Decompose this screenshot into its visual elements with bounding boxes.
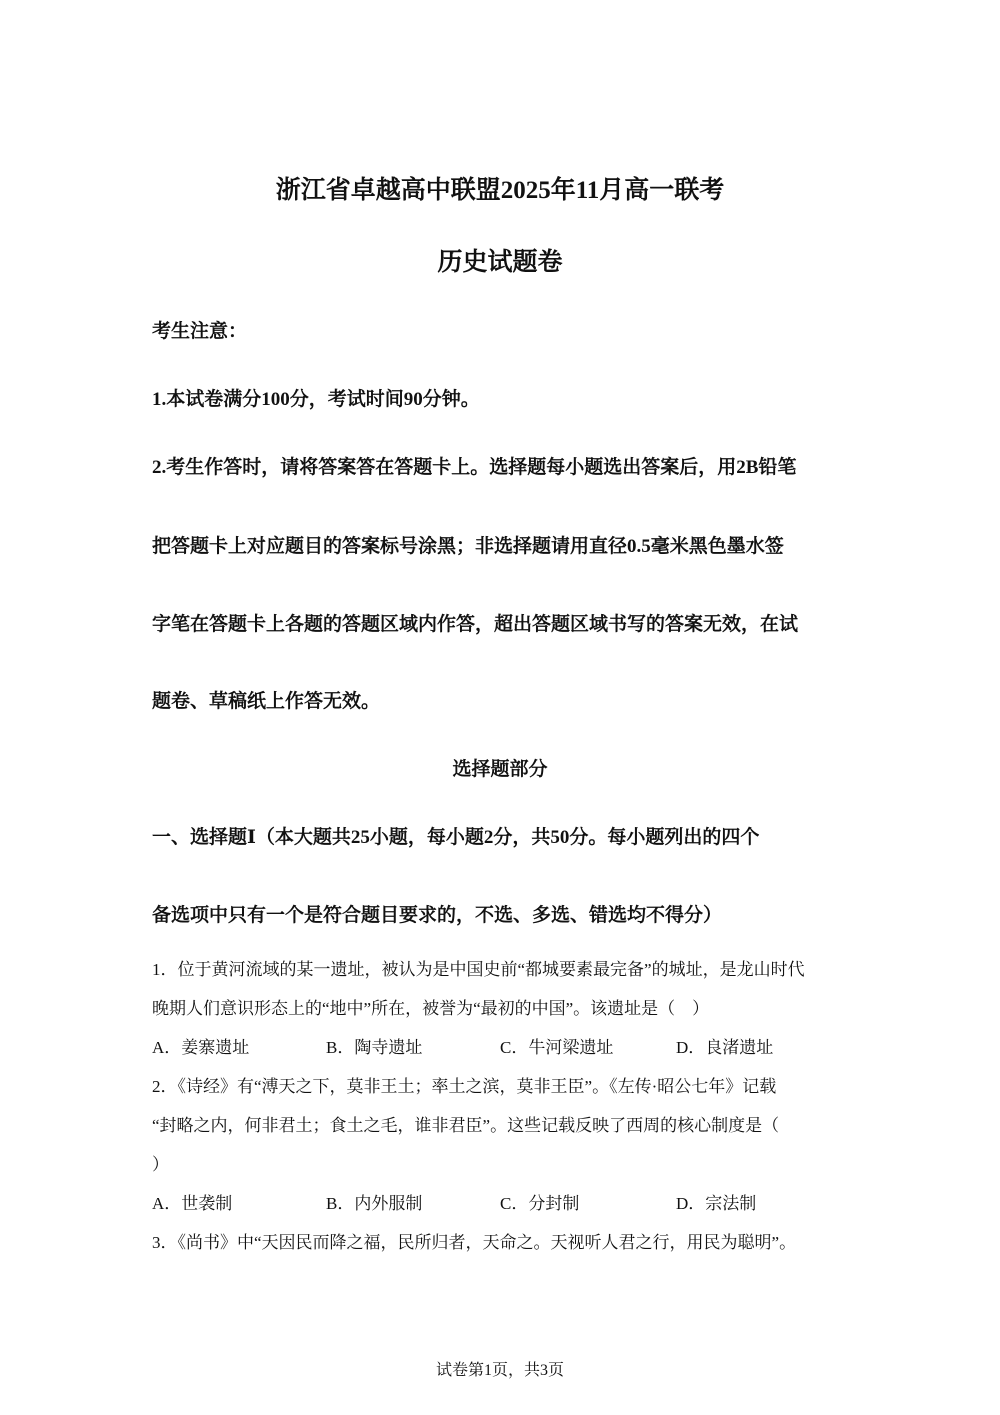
notice-item-1: 1.本试卷满分100分，考试时间90分钟。 bbox=[152, 389, 480, 410]
exam-subtitle: 历史试题卷 bbox=[437, 249, 563, 276]
section-instruction-line: 备选项中只有一个是符合题目要求的，不选、多选、错选均不得分） bbox=[152, 905, 723, 926]
notice-item-2-line: 把答题卡上对应题目的答案标号涂黑；非选择题请用直径0.5毫米黑色墨水签 bbox=[152, 536, 784, 557]
question-2-option-b: B．内外服制 bbox=[326, 1194, 423, 1213]
page-footer: 试卷第1页，共3页 bbox=[435, 1362, 564, 1379]
notice-item-2-line: 题卷、草稿纸上作答无效。 bbox=[152, 691, 381, 712]
question-2-option-a: A．世袭制 bbox=[152, 1194, 233, 1213]
question-1-option-c: C．牛河梁遗址 bbox=[500, 1038, 614, 1057]
notice-item-2-line: 字笔在答题卡上各题的答题区域内作答，超出答题区域书写的答案无效，在试 bbox=[152, 614, 799, 635]
exam-title: 浙江省卓越高中联盟2025年11月高一联考 bbox=[275, 177, 725, 204]
question-3-line: 3．《尚书》中“天因民而降之福，民所归者，天命之。天视听人君之行，用民为聪明”。 bbox=[152, 1233, 797, 1252]
question-1-line: 1．位于黄河流域的某一遗址，被认为是中国史前“都城要素最完备”的城址，是龙山时代 bbox=[152, 960, 805, 979]
question-1-option-d: D．良渚遗址 bbox=[676, 1038, 774, 1057]
notice-item-2-line: 2.考生作答时，请将答案答在答题卡上。选择题每小题选出答案后，用2B铅笔 bbox=[152, 457, 797, 478]
section-title: 选择题部分 bbox=[452, 759, 548, 780]
question-2-option-d: D．宗法制 bbox=[676, 1194, 757, 1213]
notice-heading: 考生注意： bbox=[152, 321, 248, 342]
question-1-line: 晚期人们意识形态上的“地中”所在，被誉为“最初的中国”。该遗址是（ ） bbox=[152, 999, 710, 1018]
section-instruction-line: 一、选择题Ⅰ（本大题共25小题，每小题2分，共50分。每小题列出的四个 bbox=[152, 827, 760, 848]
question-2-line: 2．《诗经》有“溥天之下，莫非王土；率土之滨，莫非王臣”。《左传·昭公七年》记载 bbox=[152, 1077, 777, 1096]
question-2-option-c: C．分封制 bbox=[500, 1194, 580, 1213]
question-2-line: “封略之内，何非君土；食土之毛，谁非君臣”。这些记载反映了西周的核心制度是（ bbox=[152, 1116, 780, 1135]
question-1-option-b: B．陶寺遗址 bbox=[326, 1038, 423, 1057]
question-2-line: ） bbox=[152, 1155, 169, 1174]
question-1-option-a: A．姜寨遗址 bbox=[152, 1038, 250, 1057]
